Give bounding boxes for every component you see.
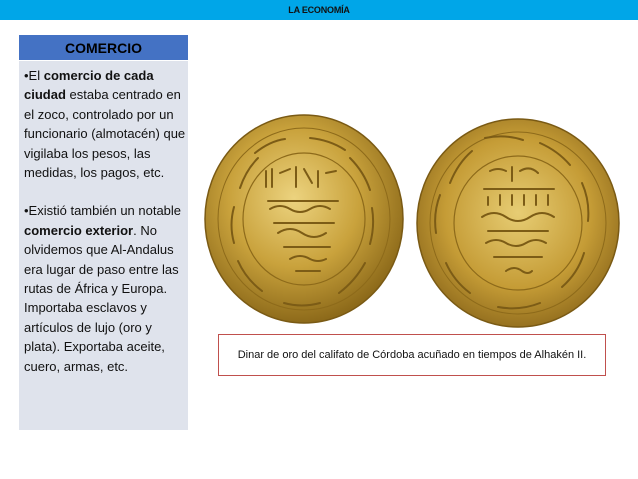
top-banner <box>0 0 638 20</box>
coin-reverse <box>417 119 619 327</box>
text-segment: . No olvidemos que Al-Andalus era lugar de paso entre las rutas de África y Europa. <box>24 222 179 297</box>
image-caption: Dinar de oro del califato de Córdoba acuñado en tiempos de Alhakén II. <box>218 334 606 376</box>
text-segment: estaba centrado en el zoco, controlado por un funcionario (almotacén) que vigilaba los pesos, las medidas, los pagos, etc. <box>24 87 186 181</box>
panel-body <box>24 66 186 376</box>
bold-term: comercio exterior <box>24 222 134 238</box>
panel-title: COMERCIO <box>19 35 188 61</box>
comercio-panel <box>19 35 188 430</box>
gold-dinar-image <box>200 113 620 328</box>
text-segment: •El <box>24 68 44 83</box>
paragraph-importaba: Importaba esclavos y artículos de lujo (oro y plata). Exportaba aceite, cuero, armas, etc. <box>24 300 165 374</box>
paragraph-comercio-exterior <box>24 201 186 298</box>
bold-term: comercio de cada ciudad <box>24 68 154 103</box>
page-title: LA ECONOMÍA <box>288 5 350 15</box>
coin-obverse <box>205 115 403 323</box>
text-segment: •Existió también un notable <box>24 203 182 219</box>
paragraph-comercio-ciudad <box>24 66 186 182</box>
